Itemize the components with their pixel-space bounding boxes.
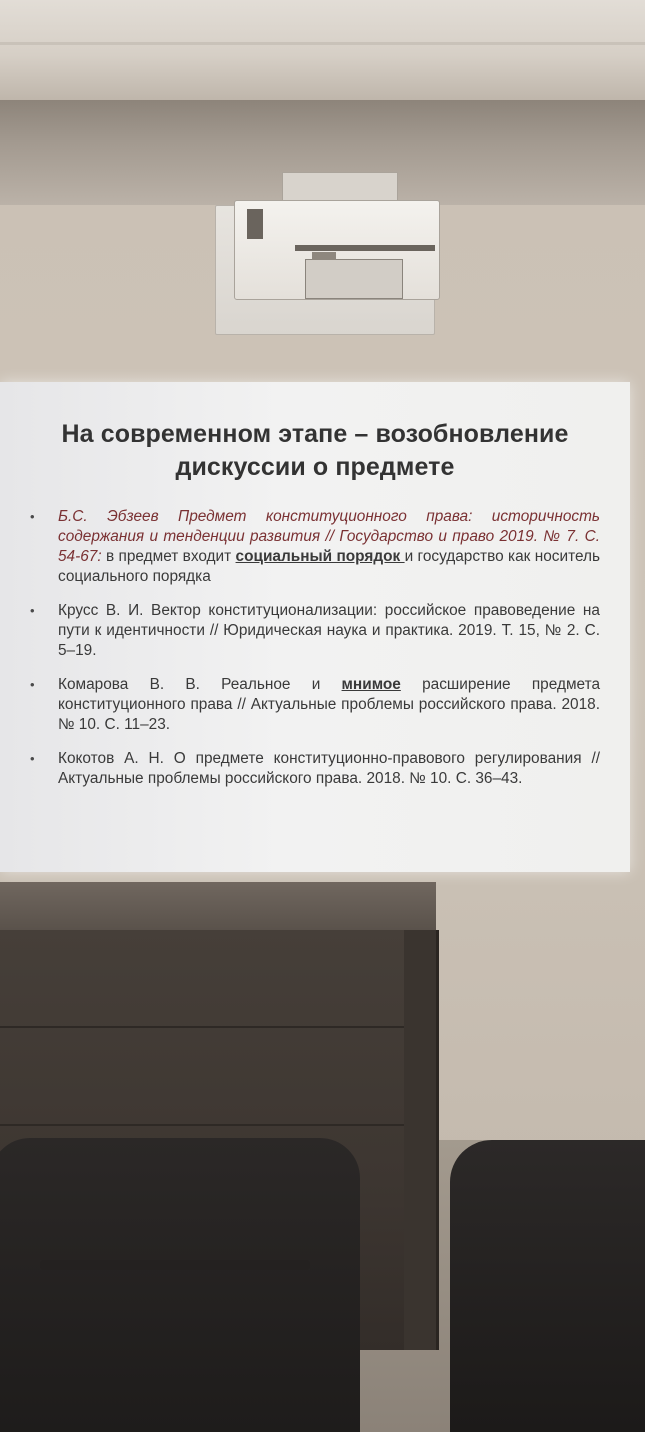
reference-text: и государство как носитель социального порядка [58,548,601,585]
slide-title-line-2: дискуссии о предмете [175,453,455,481]
chair-back-right [450,1140,645,1432]
reference-emphasis: социальный порядок [235,548,405,565]
reference-item [30,675,600,735]
lectern-top [0,882,436,930]
reference-emphasis: мнимое [341,676,401,693]
bullet-icon: • [30,751,35,766]
lectern-panel-line [0,1026,410,1028]
reference-item [30,601,600,661]
bullet-icon: • [30,603,35,618]
ceiling-seam [0,42,645,45]
ceiling [0,0,645,100]
projection-screen [0,382,630,872]
reference-item [30,507,600,587]
chair-seam [40,1260,310,1270]
reference-text: Кокотов А. Н. О предмете конституционно-правового регулирования // Актуальные проблемы российского права. 2018. № 10. С. 36–43. [58,750,600,787]
lectern-side [404,930,436,1350]
projector-vent [247,209,263,239]
reference-text: в предмет входит [101,548,236,565]
reference-item [30,749,600,789]
reference-text: Комарова В. В. Реальное и [58,676,342,693]
reference-text: расширение предмета конституционного права // Актуальные проблемы российского права. 2018. № 10. С. 11–23. [58,676,601,733]
bullet-icon: • [30,677,35,692]
projector-lens-slot [295,245,435,251]
bullet-icon: • [30,509,35,524]
slide-title [0,418,630,484]
projector [234,200,440,300]
reference-list [30,507,600,803]
chair-back-left [0,1138,360,1432]
lectern-panel-line [0,1124,410,1126]
projector-lamp-cover [305,259,403,299]
projector-logo [312,252,336,260]
slide-title-line-1: На современном этапе – возобновление [61,420,569,448]
reference-text: Крусс В. И. Вектор конституционализации: российское правоведение на пути к идентичности // Юридическая наука и практика. 2019. Т. 15, № 2. С. 5–19. [58,602,600,659]
reference-citation: Б.С. Эбзеев Предмет конституционного права: историчность содержания и тенденции развития // Государство и право 2019. № 7. С. 54-67: [58,508,600,565]
